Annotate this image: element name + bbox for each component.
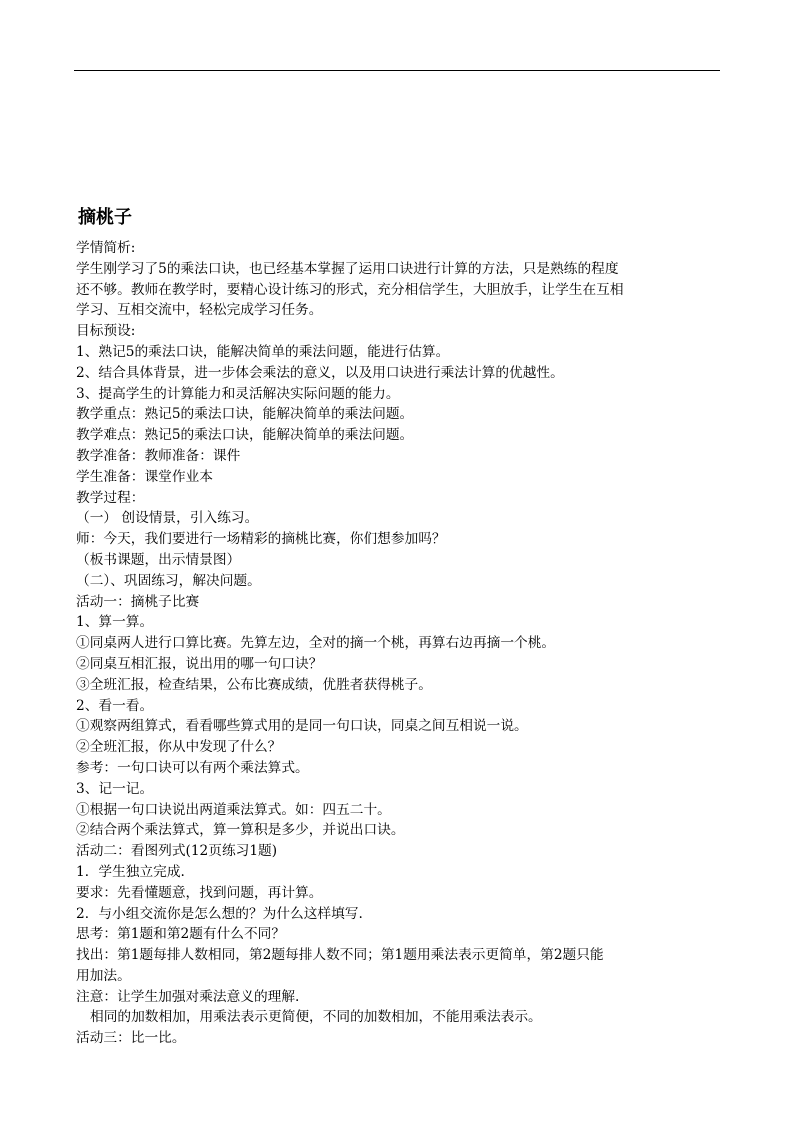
text-line: 参考：一句口诀可以有两个乘法算式。 xyxy=(76,759,309,776)
text-line: 教学重点：熟记5的乘法口诀，能解决简单的乘法问题。 xyxy=(76,406,414,423)
text-line: ①同桌两人进行口算比赛。先算左边，全对的摘一个桃，再算右边再摘一个桃。 xyxy=(76,635,556,652)
text-line: 教学准备：教师准备：课件 xyxy=(76,447,241,464)
document-title: 摘桃子 xyxy=(78,207,132,228)
text-line: 教学过程： xyxy=(76,489,145,506)
text-line: （二）、巩固练习，解决问题。 xyxy=(76,572,261,589)
text-line: 教学难点：熟记5的乘法口诀，能解决简单的乘法问题。 xyxy=(76,427,414,444)
text-line: 思考：第1题和第2题有什么不同？ xyxy=(76,926,286,943)
text-line: 相同的加数相加，用乘法表示更简便，不同的加数相加，不能用乘法表示。 xyxy=(90,1009,542,1026)
text-line: 找出：第1题每排人数相同，第2题每排人数不同；第1题用乘法表示更简单，第2题只能 xyxy=(76,947,604,964)
text-line: 学情简析: xyxy=(76,240,136,256)
text-line: 注意：让学生加强对乘法意义的理解. xyxy=(76,988,300,1005)
text-line: 3、记一记。 xyxy=(76,780,154,797)
text-line: 要求：先看懂题意，找到问题，再计算。 xyxy=(76,884,323,901)
text-line: ②全班汇报，你从中发现了什么？ xyxy=(76,739,282,756)
text-line: 3、提高学生的计算能力和灵活解决实际问题的能力。 xyxy=(76,385,400,402)
text-line: 活动二：看图列式(12页练习1题) xyxy=(76,843,278,860)
text-line: ②结合两个乘法算式，算一算积是多少，并说出口诀。 xyxy=(76,822,405,839)
text-line: 2、结合具体背景，进一步体会乘法的意义，以及用口诀进行乘法计算的优越性。 xyxy=(76,364,564,381)
text-line: 活动一：摘桃子比赛 xyxy=(76,593,200,610)
text-line: 2、看一看。 xyxy=(76,697,154,714)
text-line: ①观察两组算式，看看哪些算式用的是同一句口诀，同桌之间互相说一说。 xyxy=(76,718,528,735)
text-line: 学生准备：课堂作业本 xyxy=(76,468,213,485)
text-line: 还不够。教师在教学时，要精心设计练习的形式，充分相信学生，大胆放手，让学生在互相 xyxy=(76,281,624,298)
text-line: 师：今天，我们要进行一场精彩的摘桃比赛，你们想参加吗？ xyxy=(76,531,446,548)
document-body xyxy=(76,238,722,1049)
text-line: ①根据一句口诀说出两道乘法算式。如：四五二十。 xyxy=(76,801,391,818)
text-line: 2．与小组交流你是怎么想的？为什么这样填写. xyxy=(76,905,363,922)
text-line: 1、算一算。 xyxy=(76,614,154,631)
text-line: 活动三：比一比。 xyxy=(76,1030,186,1047)
text-line: 用加法。 xyxy=(76,967,131,984)
text-line: ③全班汇报，检查结果，公布比赛成绩，优胜者获得桃子。 xyxy=(76,676,432,693)
text-line: 学习、互相交流中，轻松完成学习任务。 xyxy=(76,302,323,319)
text-line: 1、熟记5的乘法口诀，能解决简单的乘法问题，能进行估算。 xyxy=(76,343,450,360)
header-rule xyxy=(74,70,720,71)
text-line: （板书课题，出示情景图） xyxy=(76,551,241,568)
text-line: 学生刚学习了5的乘法口诀，也已经基本掌握了运用口诀进行计算的方法，只是熟练的程度 xyxy=(76,260,619,277)
text-line: ②同桌互相汇报，说出用的哪一句口诀？ xyxy=(76,655,323,672)
text-line: 目标预设: xyxy=(76,323,136,340)
text-line: 1．学生独立完成. xyxy=(76,863,185,880)
text-line: （一） 创设情景，引入练习。 xyxy=(76,510,259,527)
